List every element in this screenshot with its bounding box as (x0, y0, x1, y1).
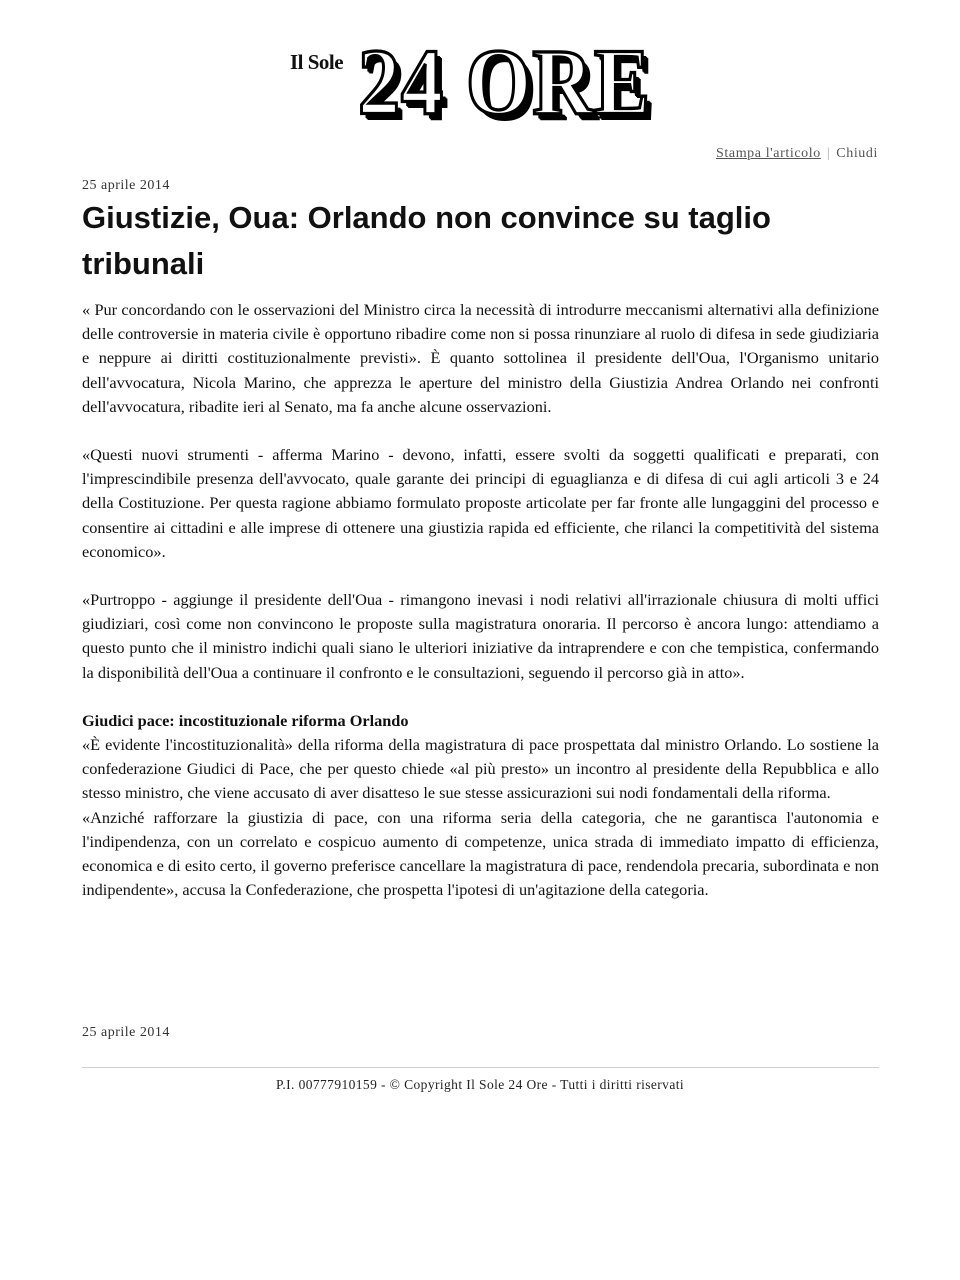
footer-copyright: P.I. 00777910159 - © Copyright Il Sole 24 Ore - Tutti i diritti riservati (275, 1077, 685, 1092)
logo-24-ore: 24 ORE (358, 30, 652, 135)
article-title: Giustizie, Oua: Orlando non convince su taglio tribunali (82, 200, 771, 281)
article-paragraph: «Purtroppo - aggiunge il presidente dell'Oua - rimangono inevasi i nodi relativi all'irrazionale chiusura di molti uffici giudiziari, così come non convincono le proposte sulla magistratura onoraria. Il percorso è ancora lungo: attendiamo a questo punto che il ministro indichi quali siano le ulteriori iniziative da intraprendere e con che tempistica, confermando la disponibilità dell'Oua a continuare il confronto e le consultazioni, seguendo il percorso già in atto». (82, 590, 879, 682)
article-paragraph: « Pur concordando con le osservazioni del Ministro circa la necessità di introdurre meccanismi alternativi alla definizione delle controversie in materia civile è opportuno ribadire come non si possa rinunziare al ruolo di difesa in sede giudiziaria e neppure ai diritti costituzionalmente previsti». È quanto sottolinea il presidente dell'Oua, l'Organismo unitario dell'avvocatura, Nicola Marino, che apprezza le aperture del ministro della Giustizia Andrea Orlando nei confronti dell'avvocatura, ribadite ieri al Senato, ma fa anche alcune osservazioni. (82, 300, 879, 416)
article-body (82, 298, 879, 902)
article-date-top: 25 aprile 2014 (82, 178, 170, 193)
article-paragraph: «Questi nuovi strumenti - afferma Marino - devono, infatti, essere svolti da soggetti qualificati e preparati, con l'imprescindibile presenza dell'avvocato, quale garante dei principi di eguaglianza e di difesa di cui agli articoli 3 e 24 della Costituzione. Per questa ragione abbiamo formulato proposte articolate per far fronte alle lungaggini del processo e consentire ai cittadini e alle imprese di ottenere una giustizia rapida ed efficiente, che rilanci la competitività del sistema economico». (82, 445, 879, 561)
footer-divider (82, 1067, 879, 1068)
toolbar-separator: | (826, 146, 831, 161)
article-paragraph: «Anziché rafforzare la giustizia di pace, con una riforma seria della categoria, che ne garantisca l'autonomia e l'indipendenza, con un correlato e cospicuo aumento di competenze, unica strada di immediato impatto di efficienza, economica e di esito certo, il governo preferisce cancellare la magistratura di pace, rendendola precaria, subordinata e non indipendente», accusa la Confederazione, che prospetta l'ipotesi di un'agitazione della categoria. (82, 807, 879, 900)
article-toolbar (716, 146, 878, 162)
masthead-logo (0, 30, 960, 136)
article-subheading: Giudici pace: incostituzionale riforma Orlando (82, 710, 409, 730)
article-paragraph: «È evidente l'incostituzionalità» della riforma della magistratura di pace prospettata dal ministro Orlando. Lo sostiene la confederazione Giudici di Pace, che per questo chiede «al più presto» un incontro al presidente della Repubblica e allo stesso ministro, che viene accusato di aver disatteso le sue stesse assicurazioni sui nodi fondamentali della riforma. (82, 735, 879, 803)
article-date-bottom: 25 aprile 2014 (82, 1025, 170, 1040)
close-link[interactable]: Chiudi (836, 146, 878, 161)
print-article-link[interactable]: Stampa l'articolo (716, 146, 821, 161)
logo-il-sole: Il Sole (290, 50, 344, 74)
